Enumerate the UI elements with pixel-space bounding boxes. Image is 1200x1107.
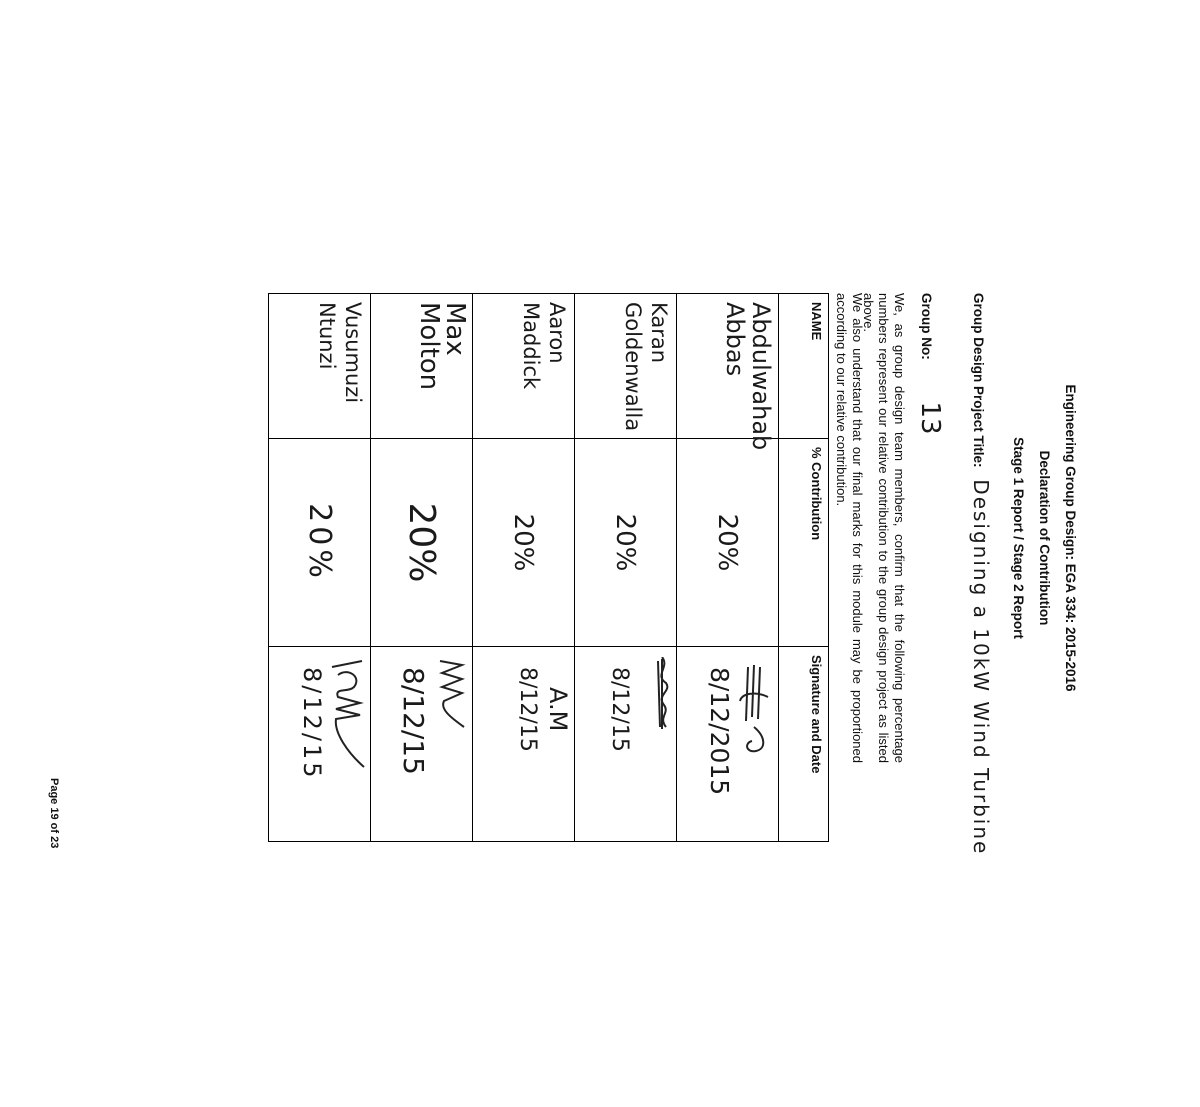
- understanding-paragraph: We also understand that our final marks for this module may be proportioned according to our relative contribution.: [834, 293, 865, 763]
- confirmation-paragraph: We, as group design team members, confirm that the following percentage numbers represent our relative contribution to the group design project as listed above.: [861, 293, 907, 763]
- signature-drawing: [328, 657, 368, 787]
- doc-title: Engineering Group Design: EGA 334: 2015-2016: [1063, 384, 1078, 692]
- member-name: Abdulwahab Abbas: [677, 294, 779, 439]
- signature-drawing: [634, 657, 674, 787]
- signature-date: 8/12/15: [515, 667, 540, 752]
- member-signature: [677, 647, 779, 842]
- header-signature: Signature and Date: [779, 647, 829, 842]
- project-title-label: Group Design Project Title:: [971, 293, 986, 468]
- member-contribution: 20%: [508, 513, 539, 572]
- group-no-value: 13: [915, 401, 945, 435]
- table-row: [371, 294, 473, 842]
- table-header-row: [779, 294, 829, 842]
- member-name: Aaron Maddick: [473, 294, 575, 439]
- signature-date: 8/12/2015: [705, 667, 734, 796]
- stage-line: Stage 1 Report / Stage 2 Report: [1011, 437, 1026, 639]
- declaration-document: [48, 258, 1085, 1107]
- project-title-value: Designing a 10kW Wind Turbine: [969, 479, 993, 856]
- signature-drawing: [430, 657, 470, 787]
- member-contribution: 20%: [712, 513, 743, 572]
- signature-initials: A.M: [544, 687, 572, 732]
- member-name: Karan Goldenwalla: [575, 294, 677, 439]
- signature-drawing: [736, 657, 776, 787]
- member-name: Max Molton: [371, 294, 473, 439]
- table-row: [677, 294, 779, 842]
- member-name: Vusumuzi Ntunzi: [269, 294, 371, 439]
- group-no-label: Group No:: [919, 293, 934, 360]
- doc-subtitle: Declaration of Contribution: [1037, 450, 1052, 626]
- signature-date: 8/12/15: [397, 667, 430, 775]
- project-title-row: [969, 293, 993, 855]
- member-contribution: 20%: [401, 502, 442, 583]
- page-number: Page 19 of 23: [48, 778, 60, 849]
- table-row: [269, 294, 371, 842]
- member-signature: [371, 647, 473, 842]
- group-no-row: [915, 293, 945, 435]
- signature-date: 8/12/15: [298, 667, 326, 781]
- header-name: NAME: [779, 294, 829, 439]
- table-row: [473, 294, 575, 842]
- member-signature: [473, 647, 575, 842]
- header-contribution: % Contribution: [779, 439, 829, 647]
- table-row: [575, 294, 677, 842]
- member-signature: [575, 647, 677, 842]
- member-contribution: 20%: [610, 513, 641, 572]
- contribution-table: [268, 293, 829, 842]
- signature-date: 8/12/15: [607, 667, 632, 752]
- member-signature: [269, 647, 371, 842]
- member-contribution: 20%: [302, 503, 337, 582]
